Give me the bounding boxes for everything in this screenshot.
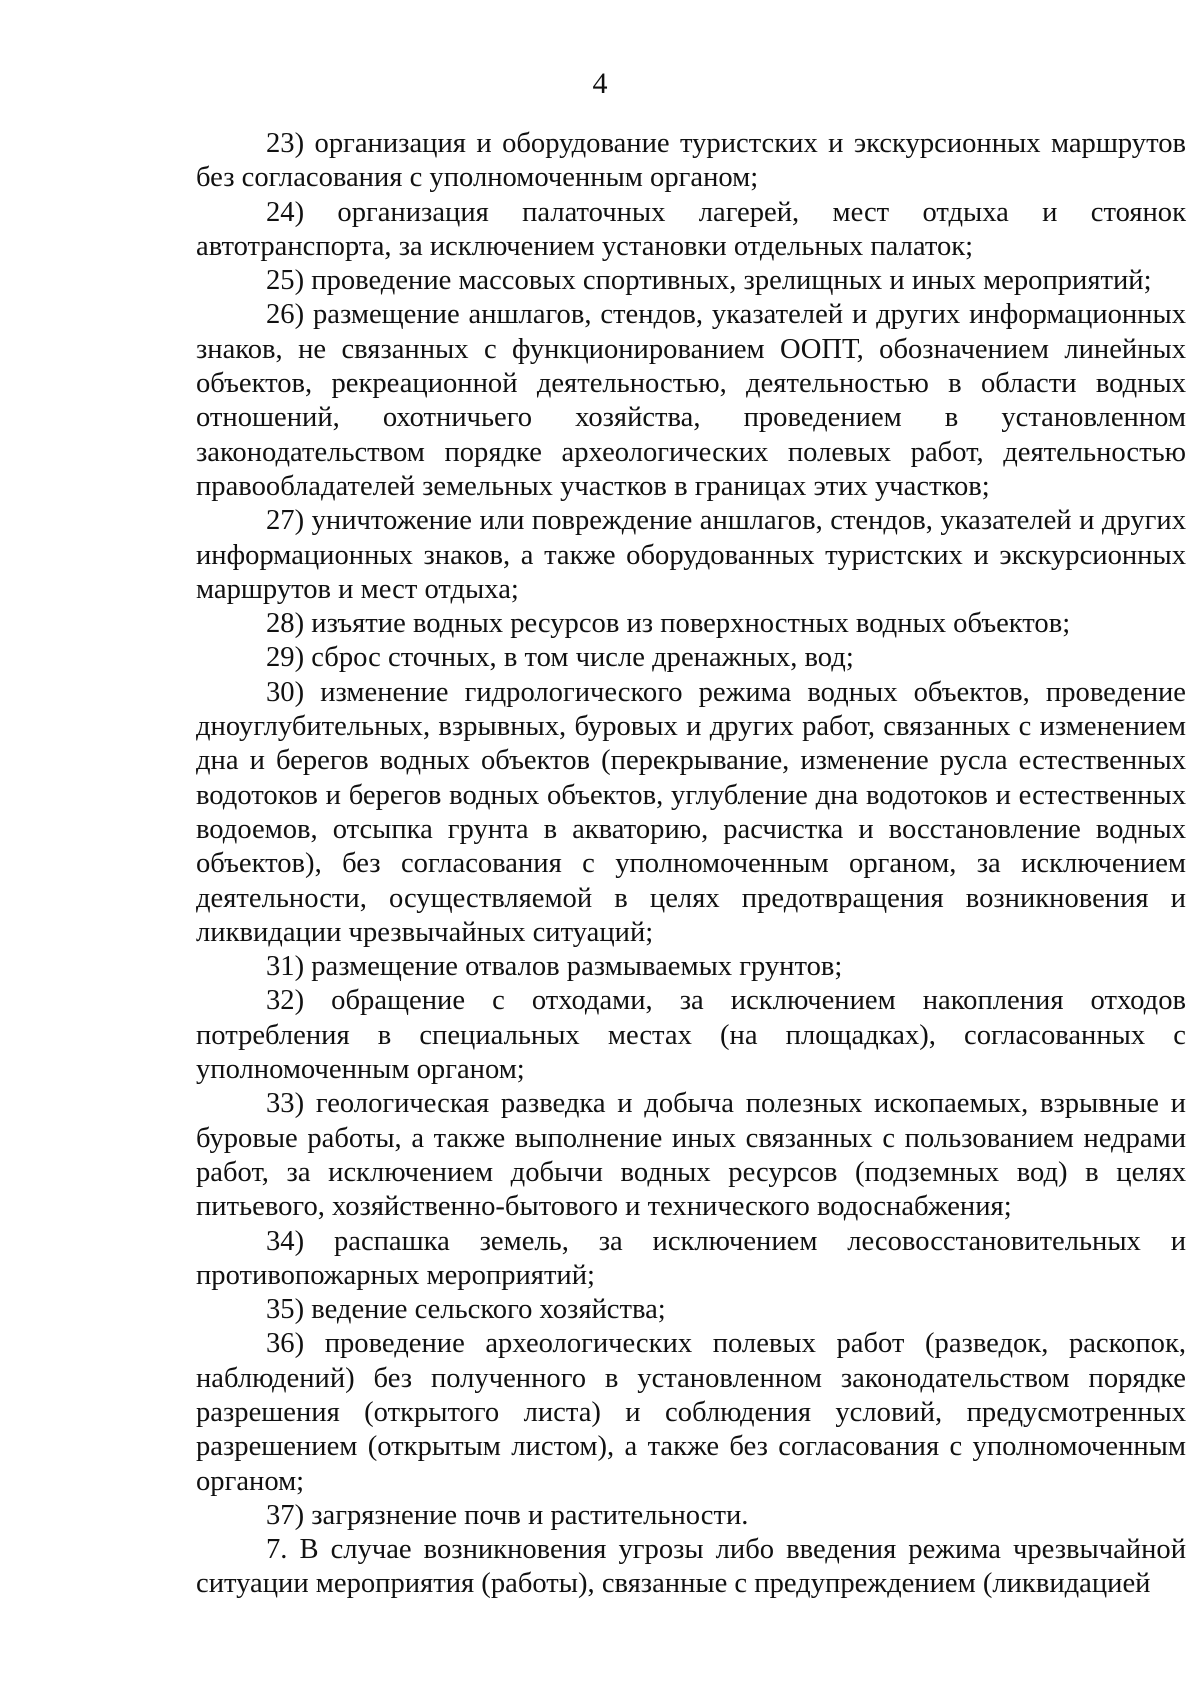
list-item-33: 33) геологическая разведка и добыча полезных ископаемых, взрывные и буровые работы, а также выполнение иных связанных с пользованием недрами работ, за исключением добычи водных ресурсов (подземных вод) в целях питьевого, хозяйственно-бытового и технического водоснабжения;	[196, 1088, 1186, 1223]
list-item-27: 27) уничтожение или повреждение аншлагов, стендов, указателей и других информационных знаков, а также оборудованных туристских и экскурсионных маршрутов и мест отдыха;	[196, 505, 1186, 605]
list-item-28: 28) изъятие водных ресурсов из поверхностных водных объектов;	[266, 608, 1071, 640]
list-item-35: 35) ведение сельского хозяйства;	[266, 1294, 666, 1326]
list-item-34: 34) распашка земель, за исключением лесовосстановительных и противопожарных мероприятий;	[196, 1225, 1186, 1291]
document-body	[196, 127, 1186, 1602]
list-item-23: 23) организация и оборудование туристских и экскурсионных маршрутов без согласования с уполномоченным органом;	[196, 128, 1186, 194]
section-7-paragraph: 7. В случае возникновения угрозы либо введения режима чрезвычайной ситуации мероприятия (работы), связанные с предупреждением (ликвидацией	[196, 1534, 1186, 1600]
list-item-30: 30) изменение гидрологического режима водных объектов, проведение дноуглубительных, взрывных, буровых и других работ, связанных с изменением дна и берегов водных объектов (перекрывание, изменение русла естественных водотоков и берегов водных объектов, углубление дна водотоков и естественных водоемов, отсыпка грунта в акваторию, расчистка и восстановление водных объектов), без согласования с уполномоченным органом, за исключением деятельности, осуществляемой в целях предотвращения возникновения и ликвидации чрезвычайных ситуаций;	[196, 676, 1186, 948]
page-number: 4	[592, 67, 608, 100]
list-item-37: 37) загрязнение почв и растительности.	[266, 1499, 749, 1531]
list-item-26: 26) размещение аншлагов, стендов, указателей и других информационных знаков, не связанных с функционированием ООПТ, обозначением линейных объектов, рекреационной деятельностью, деятельностью в области водных отношений, охотничьего хозяйства, проведением в установленном законодательством порядке археологических полевых работ, деятельностью правообладателей земельных участков в границах этих участков;	[196, 299, 1186, 502]
list-item-36: 36) проведение археологических полевых работ (разведок, раскопок, наблюдений) без полученного в установленном законодательством порядке разрешения (открытого листа) и соблюдения условий, предусмотренных разрешением (открытым листом), а также без согласования с уполномоченным органом;	[196, 1328, 1186, 1497]
list-item-24: 24) организация палаточных лагерей, мест отдыха и стоянок автотранспорта, за исключением установки отдельных палаток;	[196, 196, 1186, 262]
list-item-25: 25) проведение массовых спортивных, зрелищных и иных мероприятий;	[266, 265, 1152, 297]
list-item-31: 31) размещение отвалов размываемых грунтов;	[266, 951, 843, 983]
list-item-32: 32) обращение с отходами, за исключением накопления отходов потребления в специальных местах (на площадках), согласованных с уполномоченным органом;	[196, 985, 1186, 1086]
list-item-29: 29) сброс сточных, в том числе дренажных, вод;	[266, 642, 854, 674]
